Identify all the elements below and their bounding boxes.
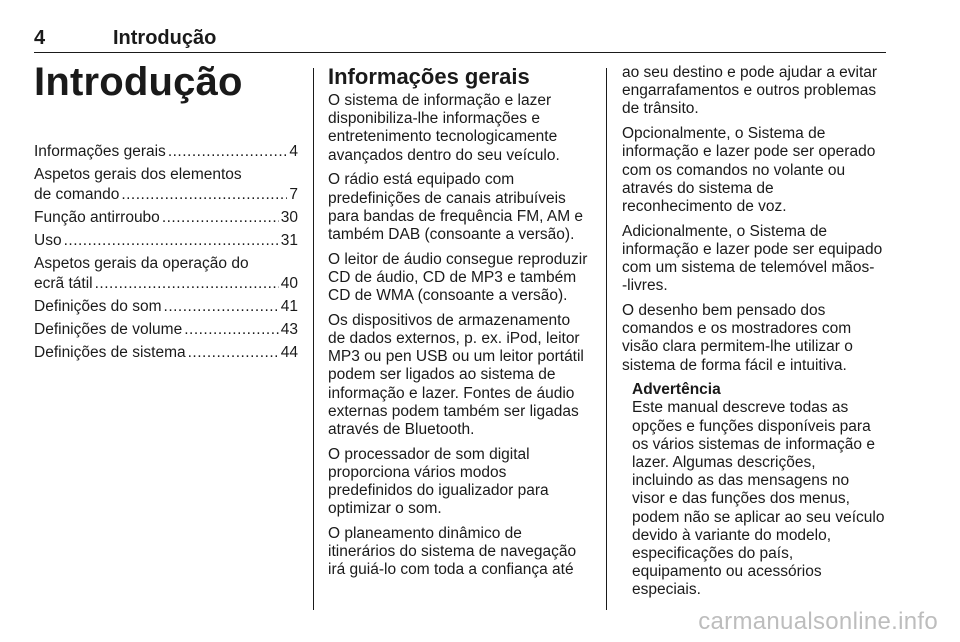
toc-entry-label: ecrã tátil xyxy=(34,275,93,292)
paragraph-line: informação e lazer. Fontes de áudio xyxy=(328,384,575,402)
toc-entry-label: Informações gerais xyxy=(34,143,166,160)
section-title: Informações gerais xyxy=(328,64,530,89)
section-paragraphs-right xyxy=(622,64,886,375)
paragraph-line: de trânsito. xyxy=(622,100,699,118)
warning-line: visor e das funções dos menus, xyxy=(632,490,850,508)
warning-line: incluindo as das mensagens no xyxy=(632,472,850,490)
paragraph-line: informação e lazer pode ser equipado xyxy=(622,240,883,258)
toc-leader-dots xyxy=(164,297,279,317)
paragraph-line: também DAB (consoante a versão). xyxy=(328,225,575,243)
section-paragraphs-middle xyxy=(328,92,590,580)
toc-entry[interactable] xyxy=(34,343,298,363)
toc-entry-line xyxy=(34,297,298,317)
running-head: Introdução xyxy=(113,27,217,49)
toc-entry-label: Definições de sistema xyxy=(34,344,186,361)
paragraph-line: visão clara permitem-lhe utilizar o xyxy=(622,338,853,356)
toc-page-number: 31 xyxy=(280,232,298,249)
toc-entry-label: Aspetos gerais dos elementos xyxy=(34,166,242,183)
toc-entry-label: Definições do som xyxy=(34,298,162,315)
body-paragraph xyxy=(328,251,590,306)
paragraph-line: O desenho bem pensado dos xyxy=(622,301,826,319)
toc-page-number: 40 xyxy=(280,275,298,292)
paragraph-line: avançados dentro do seu veículo. xyxy=(328,146,560,164)
paragraph-line: podem ser ligados ao sistema de xyxy=(328,366,556,384)
toc-entry[interactable] xyxy=(34,254,298,294)
toc-leader-dots xyxy=(162,208,279,228)
warning-line: opções e funções disponíveis para xyxy=(632,417,871,435)
toc-entry-line xyxy=(34,274,298,294)
paragraph-line: através do sistema de xyxy=(622,179,774,197)
warning-title: Advertência xyxy=(632,381,721,399)
paragraph-line: O leitor de áudio consegue reproduzir xyxy=(328,250,588,268)
paragraph-line: CD de WMA (consoante a versão). xyxy=(328,287,568,305)
warning-line: devido à variante do modelo, xyxy=(632,526,832,544)
paragraph-line: Opcionalmente, o Sistema de xyxy=(622,125,826,143)
toc-entry-line xyxy=(34,142,298,162)
paragraph-line: com um sistema de telemóvel mãos- xyxy=(622,259,875,277)
warning-box xyxy=(632,381,886,599)
paragraph-line: engarrafamentos e outros problemas xyxy=(622,82,877,100)
warning-line: especificações do país, xyxy=(632,545,794,563)
body-paragraph xyxy=(328,446,590,519)
toc-entry-line xyxy=(34,343,298,363)
toc-page-number: 7 xyxy=(289,186,298,203)
warning-line: os vários sistemas de informação e xyxy=(632,435,875,453)
paragraph-line: informação e lazer pode ser operado xyxy=(622,143,876,161)
page-header xyxy=(34,26,886,53)
paragraph-line: -livres. xyxy=(622,277,668,295)
paragraph-line: reconhecimento de voz. xyxy=(622,197,787,215)
toc-leader-dots xyxy=(95,274,279,294)
warning-line: especiais. xyxy=(632,581,701,599)
paragraph-line: através de Bluetooth. xyxy=(328,420,475,438)
page-number: 4 xyxy=(34,27,46,49)
toc-page-number: 4 xyxy=(289,143,298,160)
toc-entry-line xyxy=(34,231,298,251)
toc-entry-line xyxy=(34,185,298,205)
toc-entry-label: Uso xyxy=(34,232,62,249)
paragraph-line: de dados externos, p. ex. iPod, leitor xyxy=(328,329,580,347)
body-column-middle xyxy=(328,64,590,586)
body-paragraph xyxy=(622,223,886,296)
toc-entry-label: Aspetos gerais da operação do xyxy=(34,255,249,272)
toc-entry[interactable] xyxy=(34,297,298,317)
paragraph-line: para bandas de frequência FM, AM e xyxy=(328,207,584,225)
toc-entry-line xyxy=(34,165,298,185)
toc-entry-line xyxy=(34,208,298,228)
body-paragraph xyxy=(328,171,590,244)
toc-entry[interactable] xyxy=(34,208,298,228)
body-paragraph xyxy=(328,525,590,580)
table-of-contents xyxy=(34,142,298,363)
paragraph-line: com os comandos no volante ou xyxy=(622,161,846,179)
toc-leader-dots xyxy=(121,185,287,205)
toc-entry[interactable] xyxy=(34,320,298,340)
column-divider-left xyxy=(313,68,314,610)
toc-leader-dots xyxy=(168,142,288,162)
paragraph-line: Os dispositivos de armazenamento xyxy=(328,311,571,329)
chapter-title: Introdução xyxy=(34,60,243,104)
toc-leader-dots xyxy=(188,343,279,363)
body-paragraph xyxy=(622,64,886,119)
paragraph-line: irá guiá-lo com toda a confiança até xyxy=(328,561,574,579)
column-divider-right xyxy=(606,68,607,610)
toc-page-number: 30 xyxy=(280,209,298,226)
paragraph-line: CD de áudio, CD de MP3 e também xyxy=(328,268,577,286)
paragraph-line: entretenimento tecnologicamente xyxy=(328,128,558,146)
toc-entry-line xyxy=(34,320,298,340)
watermark: carmanualsonline.info xyxy=(698,608,938,635)
paragraph-line: predefinições de canais atribuíveis xyxy=(328,189,566,207)
paragraph-line: Adicionalmente, o Sistema de xyxy=(622,222,828,240)
toc-entry-label: Função antirroubo xyxy=(34,209,160,226)
toc-page-number: 43 xyxy=(280,321,298,338)
warning-line: podem não se aplicar ao seu veículo xyxy=(632,508,885,526)
warning-text xyxy=(632,399,886,599)
body-paragraph xyxy=(622,125,886,216)
body-paragraph xyxy=(328,312,590,439)
warning-line: lazer. Algumas descrições, xyxy=(632,454,816,472)
toc-column xyxy=(34,60,298,366)
toc-leader-dots xyxy=(64,231,279,251)
paragraph-line: comandos e os mostradores com xyxy=(622,320,852,338)
warning-line: equipamento ou acessórios xyxy=(632,563,822,581)
toc-entry-label: de comando xyxy=(34,186,120,203)
warning-line: Este manual descreve todas as xyxy=(632,399,849,417)
paragraph-line: MP3 ou pen USB ou um leitor portátil xyxy=(328,348,584,366)
paragraph-line: O processador de som digital xyxy=(328,445,530,463)
paragraph-line: externas podem também ser ligadas xyxy=(328,402,579,420)
paragraph-line: O sistema de informação e lazer xyxy=(328,92,552,109)
paragraph-line: itinerários do sistema de navegação xyxy=(328,543,577,561)
toc-entry-line xyxy=(34,254,298,274)
body-paragraph xyxy=(622,302,886,375)
toc-entry-label: Definições de volume xyxy=(34,321,183,338)
paragraph-line: predefinidos do igualizador para xyxy=(328,482,549,500)
paragraph-line: O rádio está equipado com xyxy=(328,171,515,189)
toc-entry[interactable] xyxy=(34,142,298,162)
toc-entry[interactable] xyxy=(34,231,298,251)
toc-page-number: 44 xyxy=(280,344,298,361)
toc-entry[interactable] xyxy=(34,165,298,205)
toc-page-number: 41 xyxy=(280,298,298,315)
body-column-right xyxy=(622,64,886,600)
paragraph-line: O planeamento dinâmico de xyxy=(328,524,522,542)
body-paragraph xyxy=(328,92,590,165)
toc-leader-dots xyxy=(184,320,279,340)
paragraph-line: optimizar o som. xyxy=(328,500,442,518)
paragraph-line: sistema de forma fácil e intuitiva. xyxy=(622,356,847,374)
paragraph-line: ao seu destino e pode ajudar a evitar xyxy=(622,64,878,81)
paragraph-line: disponibiliza-lhe informações e xyxy=(328,110,540,128)
paragraph-line: proporciona vários modos xyxy=(328,463,507,481)
